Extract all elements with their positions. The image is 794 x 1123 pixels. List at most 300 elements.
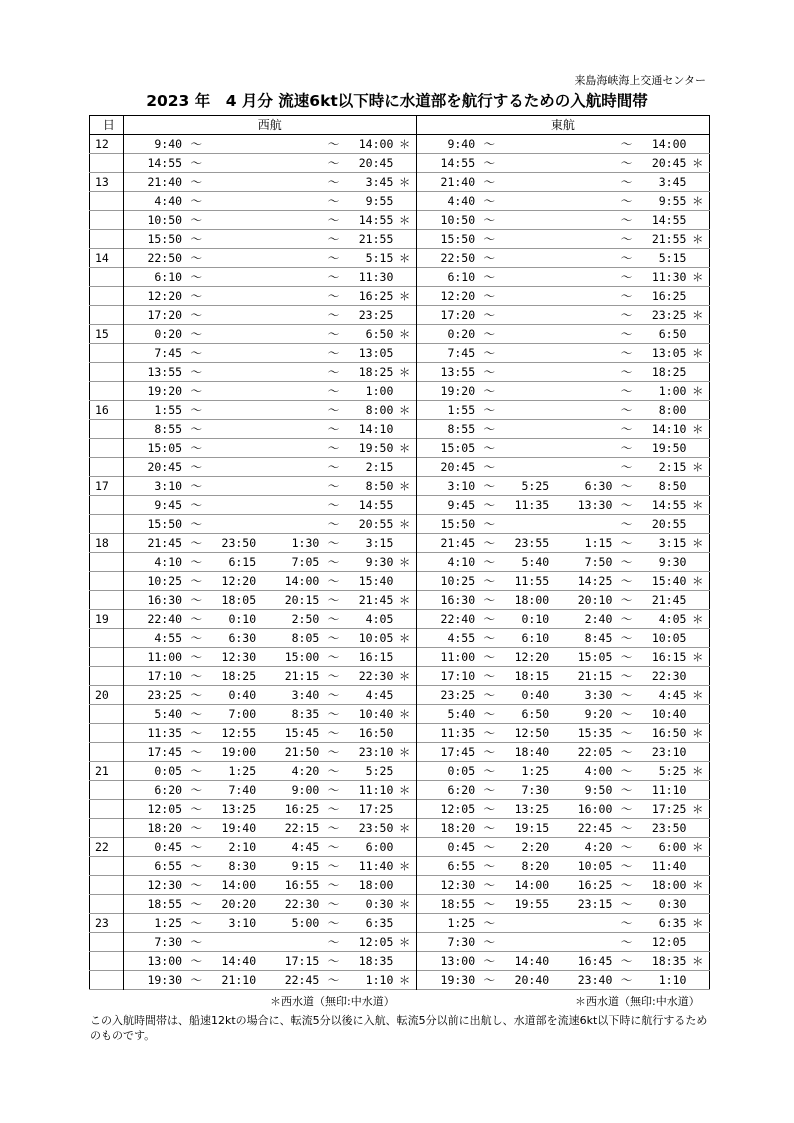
tilde-cell: ～: [620, 802, 633, 816]
day-cell: [90, 268, 124, 287]
start-time-cell: 20:45: [147, 460, 183, 474]
table-row: [90, 819, 710, 838]
break-end-cell: 6:30: [584, 479, 613, 493]
tilde-cell: ～: [483, 137, 496, 151]
break-start-cell: 14:40: [514, 954, 550, 968]
footer-note: この入航時間帯は、船速12ktの場合に、転流5分以後に入航、転流5分以前に出航し、水道部を流速6kt以下時に航行するためのものです。: [90, 1014, 708, 1042]
day-cell: [90, 857, 124, 876]
end-time-cell: 0:30: [365, 897, 394, 911]
tilde-cell: ～: [483, 384, 496, 398]
tilde-cell: ～: [620, 479, 633, 493]
break-start-cell: [210, 287, 256, 306]
break-start-cell: [503, 382, 549, 401]
break-end-cell: [256, 458, 319, 477]
day-cell: [90, 306, 124, 325]
channel-mark-cell: [686, 249, 709, 268]
tilde-cell: ～: [327, 593, 340, 607]
tilde-cell: ～: [190, 403, 202, 417]
tilde-cell: ～: [190, 384, 202, 398]
tilde-cell: ～: [620, 669, 633, 683]
start-time-cell: 7:30: [416, 933, 475, 952]
tilde-cell: ～: [327, 194, 340, 208]
start-time-cell: 4:55: [416, 629, 475, 648]
break-start-cell: 20:40: [514, 973, 550, 987]
tilde-cell: ～: [620, 175, 633, 189]
break-end-cell: [256, 135, 319, 154]
break-start-cell: [210, 477, 256, 496]
break-end-cell: 22:05: [577, 745, 613, 759]
start-time-cell: 3:10: [154, 479, 183, 493]
channel-mark-cell: [686, 819, 709, 838]
tilde-cell: ～: [190, 251, 202, 265]
day-cell: 14: [90, 249, 124, 268]
tilde-cell: ～: [327, 460, 340, 474]
tilde-cell: ～: [483, 498, 496, 512]
break-end-cell: 2:40: [584, 612, 613, 626]
break-end-cell: 7:50: [584, 555, 613, 569]
tilde-cell: ～: [327, 935, 340, 949]
tilde-cell: ～: [483, 669, 496, 683]
tilde-cell: ～: [483, 460, 496, 474]
tilde-cell: ～: [620, 916, 633, 930]
tilde-cell: ～: [190, 783, 202, 797]
tilde-cell: ～: [620, 251, 633, 265]
tilde-cell: ～: [190, 669, 202, 683]
tilde-cell: ～: [190, 460, 202, 474]
break-end-cell: 8:35: [291, 707, 320, 721]
tilde-cell: ～: [620, 745, 633, 759]
channel-mark-cell: ＊: [691, 194, 704, 208]
start-time-cell: 11:35: [416, 724, 475, 743]
tilde-cell: ～: [620, 289, 633, 303]
tilde-cell: ～: [483, 232, 496, 246]
table-row: [90, 705, 710, 724]
break-end-cell: [549, 382, 612, 401]
tilde-cell: ～: [483, 631, 496, 645]
day-cell: [90, 781, 124, 800]
tilde-cell: ～: [620, 707, 633, 721]
tilde-cell: ～: [190, 840, 202, 854]
break-end-cell: [549, 458, 612, 477]
start-time-cell: 4:40: [154, 194, 183, 208]
break-start-cell: 6:10: [521, 631, 550, 645]
break-end-cell: [549, 249, 612, 268]
break-end-cell: 15:00: [284, 650, 320, 664]
tilde-cell: ～: [190, 726, 202, 740]
break-start-cell: [503, 439, 549, 458]
break-end-cell: 1:30: [291, 536, 320, 550]
table-row: [90, 572, 710, 591]
start-time-cell: 6:20: [416, 781, 475, 800]
table-row: [90, 762, 710, 781]
tilde-cell: ～: [483, 156, 496, 170]
table-row: [90, 211, 710, 230]
start-time-cell: 1:25: [154, 916, 183, 930]
start-time-cell: 19:30: [147, 973, 183, 987]
end-time-cell: 16:25: [651, 289, 687, 303]
channel-mark-cell: [393, 230, 416, 249]
break-end-cell: 7:05: [291, 555, 320, 569]
channel-mark-cell: [393, 914, 416, 933]
tilde-cell: ～: [620, 232, 633, 246]
day-cell: [90, 952, 124, 971]
end-time-cell: 22:30: [651, 669, 687, 683]
break-end-cell: 9:15: [291, 859, 320, 873]
table-row: [90, 382, 710, 401]
channel-mark-cell: [393, 876, 416, 895]
channel-mark-cell: ＊: [691, 536, 704, 550]
break-end-cell: 20:10: [577, 593, 613, 607]
tilde-cell: ～: [327, 745, 340, 759]
end-time-cell: 4:45: [365, 688, 394, 702]
break-end-cell: [549, 135, 612, 154]
channel-mark-cell: [393, 648, 416, 667]
day-cell: [90, 724, 124, 743]
tilde-cell: ～: [483, 764, 496, 778]
break-end-cell: [256, 211, 319, 230]
break-end-cell: [549, 933, 612, 952]
channel-mark-cell: [686, 173, 709, 192]
start-time-cell: 22:50: [147, 251, 183, 265]
end-time-cell: 6:35: [658, 916, 687, 930]
tilde-cell: ～: [190, 935, 202, 949]
break-start-cell: 14:00: [221, 878, 257, 892]
tilde-cell: ～: [620, 650, 633, 664]
tilde-cell: ～: [620, 821, 633, 835]
end-time-cell: 3:45: [365, 175, 394, 189]
day-cell: 13: [90, 173, 124, 192]
break-end-cell: [549, 401, 612, 420]
tilde-cell: ～: [483, 612, 496, 626]
break-start-cell: [503, 458, 549, 477]
tilde-cell: ～: [190, 365, 202, 379]
start-time-cell: 13:55: [147, 365, 183, 379]
end-time-cell: 6:00: [658, 840, 687, 854]
end-time-cell: 23:25: [358, 308, 394, 322]
end-time-cell: 4:45: [658, 688, 687, 702]
day-cell: 12: [90, 135, 124, 154]
channel-mark-cell: ＊: [398, 175, 411, 189]
end-time-cell: 3:15: [365, 536, 394, 550]
break-start-cell: 8:30: [228, 859, 257, 873]
end-time-cell: 5:25: [365, 764, 394, 778]
start-time-cell: 16:30: [416, 591, 475, 610]
table-row: [90, 325, 710, 344]
channel-mark-cell: [686, 401, 709, 420]
end-time-cell: 1:10: [365, 973, 394, 987]
channel-mark-cell: [686, 667, 709, 686]
end-time-cell: 11:10: [358, 783, 394, 797]
table-row: [90, 610, 710, 629]
day-cell: [90, 420, 124, 439]
end-time-cell: 18:35: [358, 954, 394, 968]
tilde-cell: ～: [327, 764, 340, 778]
start-time-cell: 0:20: [416, 325, 475, 344]
end-time-cell: 14:10: [651, 422, 687, 436]
east-header: 東航: [416, 116, 709, 135]
tilde-cell: ～: [483, 517, 496, 531]
break-start-cell: 0:40: [521, 688, 550, 702]
channel-mark-cell: ＊: [398, 289, 411, 303]
tilde-cell: ～: [483, 745, 496, 759]
break-end-cell: 14:00: [284, 574, 320, 588]
start-time-cell: 14:55: [147, 156, 183, 170]
break-start-cell: 20:20: [221, 897, 257, 911]
end-time-cell: 18:35: [651, 954, 687, 968]
start-time-cell: 10:50: [416, 211, 475, 230]
channel-mark-cell: ＊: [398, 631, 411, 645]
start-time-cell: 22:40: [147, 612, 183, 626]
start-time-cell: 8:55: [154, 422, 183, 436]
end-time-cell: 2:15: [365, 460, 394, 474]
break-start-cell: 18:15: [514, 669, 550, 683]
end-time-cell: 21:45: [358, 593, 394, 607]
tilde-cell: ～: [620, 783, 633, 797]
start-time-cell: 22:50: [416, 249, 475, 268]
break-start-cell: [503, 154, 549, 173]
end-time-cell: 20:55: [358, 517, 394, 531]
channel-mark-cell: [393, 344, 416, 363]
channel-mark-cell: ＊: [691, 498, 704, 512]
break-end-cell: [256, 420, 319, 439]
tilde-cell: ～: [483, 935, 496, 949]
break-start-cell: 12:55: [221, 726, 257, 740]
channel-mark-cell: [686, 857, 709, 876]
channel-mark-cell: ＊: [691, 384, 704, 398]
day-cell: [90, 667, 124, 686]
start-time-cell: 10:25: [147, 574, 183, 588]
break-end-cell: 22:45: [577, 821, 613, 835]
tilde-cell: ～: [620, 631, 633, 645]
channel-mark-cell: ＊: [691, 270, 704, 284]
day-cell: [90, 629, 124, 648]
end-time-cell: 10:05: [358, 631, 394, 645]
break-start-cell: 12:50: [514, 726, 550, 740]
end-time-cell: 16:50: [651, 726, 687, 740]
tilde-cell: ～: [620, 365, 633, 379]
channel-mark-cell: [393, 458, 416, 477]
tilde-cell: ～: [190, 973, 202, 987]
break-start-cell: 0:10: [228, 612, 257, 626]
tilde-cell: ～: [620, 954, 633, 968]
break-end-cell: 3:40: [291, 688, 320, 702]
tilde-cell: ～: [190, 707, 202, 721]
break-start-cell: 7:40: [228, 783, 257, 797]
end-time-cell: 18:25: [651, 365, 687, 379]
tilde-cell: ～: [190, 593, 202, 607]
channel-mark-cell: ＊: [398, 821, 411, 835]
tilde-cell: ～: [483, 213, 496, 227]
tilde-cell: ～: [620, 555, 633, 569]
break-start-cell: [210, 230, 256, 249]
end-time-cell: 11:10: [651, 783, 687, 797]
table-row: [90, 173, 710, 192]
table-row: [90, 306, 710, 325]
tilde-cell: ～: [190, 327, 202, 341]
day-cell: [90, 458, 124, 477]
end-time-cell: 18:00: [358, 878, 394, 892]
start-time-cell: 12:05: [416, 800, 475, 819]
day-cell: [90, 515, 124, 534]
tilde-cell: ～: [483, 707, 496, 721]
day-cell: 22: [90, 838, 124, 857]
tilde-cell: ～: [190, 441, 202, 455]
end-time-cell: 4:05: [365, 612, 394, 626]
break-start-cell: 7:30: [521, 783, 550, 797]
table-row: [90, 249, 710, 268]
tilde-cell: ～: [327, 707, 340, 721]
start-time-cell: 19:20: [416, 382, 475, 401]
day-cell: [90, 363, 124, 382]
day-cell: 17: [90, 477, 124, 496]
tilde-cell: ～: [483, 821, 496, 835]
break-end-cell: [256, 401, 319, 420]
end-time-cell: 11:30: [358, 270, 394, 284]
channel-mark-cell: [686, 971, 709, 990]
break-end-cell: [256, 344, 319, 363]
table-row: [90, 667, 710, 686]
break-start-cell: [503, 306, 549, 325]
end-time-cell: 11:40: [651, 859, 687, 873]
end-time-cell: 6:50: [658, 327, 687, 341]
end-time-cell: 16:50: [358, 726, 394, 740]
break-end-cell: [256, 249, 319, 268]
day-cell: [90, 648, 124, 667]
break-start-cell: [210, 268, 256, 287]
tilde-cell: ～: [327, 346, 340, 360]
tilde-cell: ～: [190, 498, 202, 512]
channel-mark-cell: ＊: [398, 555, 411, 569]
break-start-cell: [503, 173, 549, 192]
end-time-cell: 13:05: [651, 346, 687, 360]
break-end-cell: 10:05: [577, 859, 613, 873]
break-end-cell: 23:40: [577, 973, 613, 987]
end-time-cell: 1:10: [658, 973, 687, 987]
channel-mark-cell: ＊: [691, 422, 704, 436]
start-time-cell: 3:10: [416, 477, 475, 496]
channel-mark-cell: [686, 629, 709, 648]
break-end-cell: 21:50: [284, 745, 320, 759]
tilde-cell: ～: [327, 688, 340, 702]
channel-mark-cell: [686, 439, 709, 458]
day-cell: [90, 705, 124, 724]
day-cell: [90, 553, 124, 572]
tilde-cell: ～: [483, 802, 496, 816]
tilde-cell: ～: [483, 365, 496, 379]
tilde-cell: ～: [620, 194, 633, 208]
west-header: 西航: [123, 116, 416, 135]
channel-mark-cell: [393, 154, 416, 173]
end-time-cell: 19:50: [651, 441, 687, 455]
start-time-cell: 7:45: [416, 344, 475, 363]
tilde-cell: ～: [190, 612, 202, 626]
tilde-cell: ～: [190, 745, 202, 759]
tilde-cell: ～: [483, 897, 496, 911]
table-row: [90, 838, 710, 857]
break-start-cell: [503, 515, 549, 534]
tilde-cell: ～: [483, 308, 496, 322]
start-time-cell: 22:40: [416, 610, 475, 629]
break-start-cell: 1:25: [228, 764, 257, 778]
day-cell: [90, 800, 124, 819]
tilde-cell: ～: [327, 441, 340, 455]
table-row: [90, 363, 710, 382]
break-start-cell: [210, 439, 256, 458]
break-end-cell: 4:00: [584, 764, 613, 778]
start-time-cell: 4:55: [154, 631, 183, 645]
tilde-cell: ～: [620, 764, 633, 778]
start-time-cell: 0:45: [154, 840, 183, 854]
break-start-cell: [210, 135, 256, 154]
start-time-cell: 21:45: [416, 534, 475, 553]
tilde-cell: ～: [620, 270, 633, 284]
end-time-cell: 23:50: [358, 821, 394, 835]
tilde-cell: ～: [620, 403, 633, 417]
start-time-cell: 1:25: [416, 914, 475, 933]
break-end-cell: 21:15: [284, 669, 320, 683]
break-end-cell: 15:45: [284, 726, 320, 740]
break-start-cell: 18:05: [221, 593, 257, 607]
tilde-cell: ～: [190, 631, 202, 645]
break-start-cell: 12:20: [514, 650, 550, 664]
tilde-cell: ～: [327, 821, 340, 835]
end-time-cell: 0:30: [658, 897, 687, 911]
break-end-cell: [549, 914, 612, 933]
start-time-cell: 17:10: [416, 667, 475, 686]
day-cell: [90, 287, 124, 306]
break-start-cell: [210, 211, 256, 230]
tilde-cell: ～: [327, 726, 340, 740]
channel-mark-cell: ＊: [691, 688, 704, 702]
tilde-cell: ～: [327, 270, 340, 284]
tilde-cell: ～: [620, 441, 633, 455]
end-time-cell: 2:15: [658, 460, 687, 474]
tilde-cell: ～: [620, 859, 633, 873]
tilde-cell: ～: [620, 384, 633, 398]
tilde-cell: ～: [190, 422, 202, 436]
tilde-cell: ～: [620, 878, 633, 892]
channel-mark-cell: ＊: [398, 441, 411, 455]
start-time-cell: 11:35: [147, 726, 183, 740]
start-time-cell: 18:20: [416, 819, 475, 838]
tilde-cell: ～: [620, 346, 633, 360]
tilde-cell: ～: [190, 479, 202, 493]
channel-mark-cell: ＊: [691, 916, 704, 930]
break-end-cell: 4:20: [584, 840, 613, 854]
channel-mark-cell: [393, 800, 416, 819]
channel-mark-cell: ＊: [398, 365, 411, 379]
tilde-cell: ～: [620, 137, 633, 151]
break-end-cell: 5:00: [291, 916, 320, 930]
channel-mark-cell: ＊: [691, 232, 704, 246]
break-end-cell: [256, 173, 319, 192]
tilde-cell: ～: [327, 897, 340, 911]
break-start-cell: 11:35: [514, 498, 550, 512]
end-time-cell: 21:55: [358, 232, 394, 246]
tilde-cell: ～: [190, 916, 202, 930]
table-row: [90, 496, 710, 515]
tilde-cell: ～: [483, 270, 496, 284]
tilde-cell: ～: [327, 631, 340, 645]
channel-mark-cell: [393, 572, 416, 591]
start-time-cell: 0:05: [416, 762, 475, 781]
channel-mark-cell: ＊: [691, 726, 704, 740]
break-start-cell: 19:55: [514, 897, 550, 911]
start-time-cell: 1:55: [154, 403, 183, 417]
day-cell: 20: [90, 686, 124, 705]
tilde-cell: ～: [620, 688, 633, 702]
tilde-cell: ～: [327, 840, 340, 854]
